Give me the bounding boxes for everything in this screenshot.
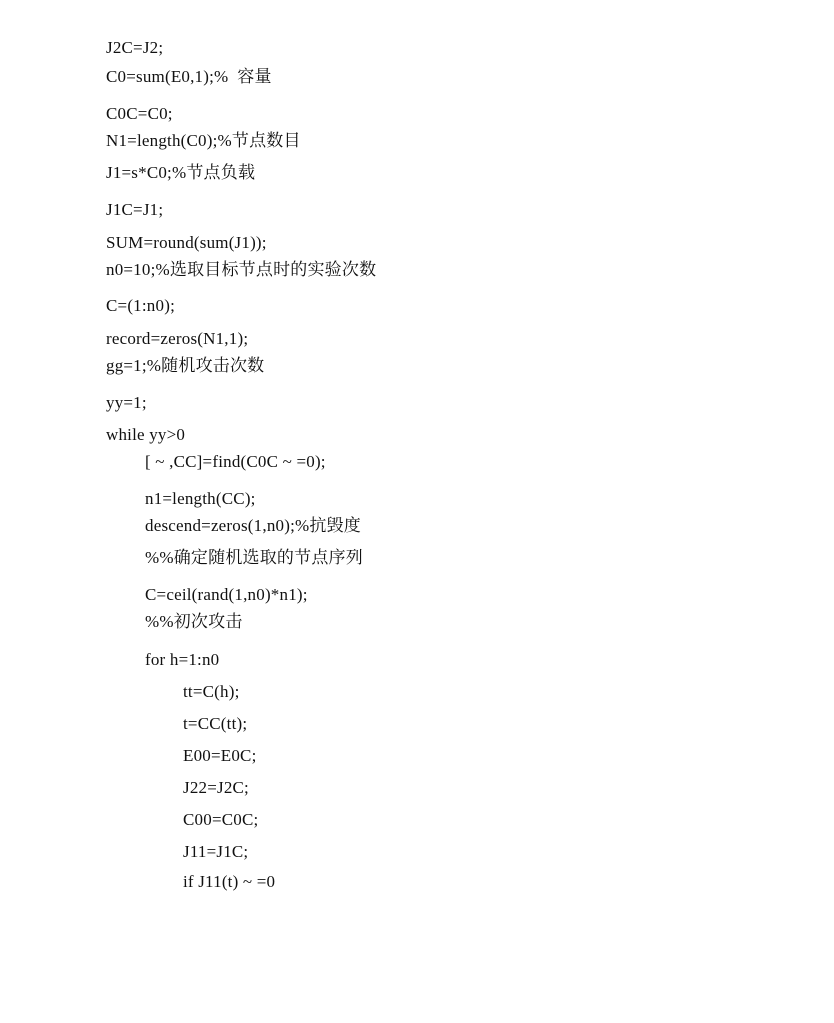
code-line: J1=s*C0;%节点负载 [106,163,256,182]
code-line: n0=10;%选取目标节点时的实验次数 [106,260,377,279]
code-line: gg=1;%随机攻击次数 [106,356,265,375]
code-line: J1C=J1; [106,200,164,219]
code-line: C=(1:n0); [106,296,175,315]
code-line: C0C=C0; [106,104,173,123]
code-line: J11=J1C; [183,842,249,861]
code-line: %%初次攻击 [145,612,243,631]
code-line: descend=zeros(1,n0);%抗毁度 [145,516,361,535]
code-line: %%确定随机选取的节点序列 [145,548,363,567]
code-line: yy=1; [106,393,147,412]
code-line: record=zeros(N1,1); [106,329,249,348]
code-line: J22=J2C; [183,778,249,797]
code-line: E00=E0C; [183,746,257,765]
code-line: while yy>0 [106,425,186,444]
code-line: [ ~ ,CC]=find(C0C ~ =0); [145,452,326,471]
code-line: tt=C(h); [183,682,240,701]
code-line: t=CC(tt); [183,714,248,733]
code-line: if J11(t) ~ =0 [183,872,276,891]
code-line: C=ceil(rand(1,n0)*n1); [145,585,308,604]
code-line: C00=C0C; [183,810,259,829]
code-line: J2C=J2; [106,38,164,57]
code-line: for h=1:n0 [145,650,220,669]
code-line: n1=length(CC); [145,489,256,508]
code-line: N1=length(C0);%节点数目 [106,131,301,150]
code-line: C0=sum(E0,1);% 容量 [106,67,272,86]
code-line: SUM=round(sum(J1)); [106,233,267,252]
